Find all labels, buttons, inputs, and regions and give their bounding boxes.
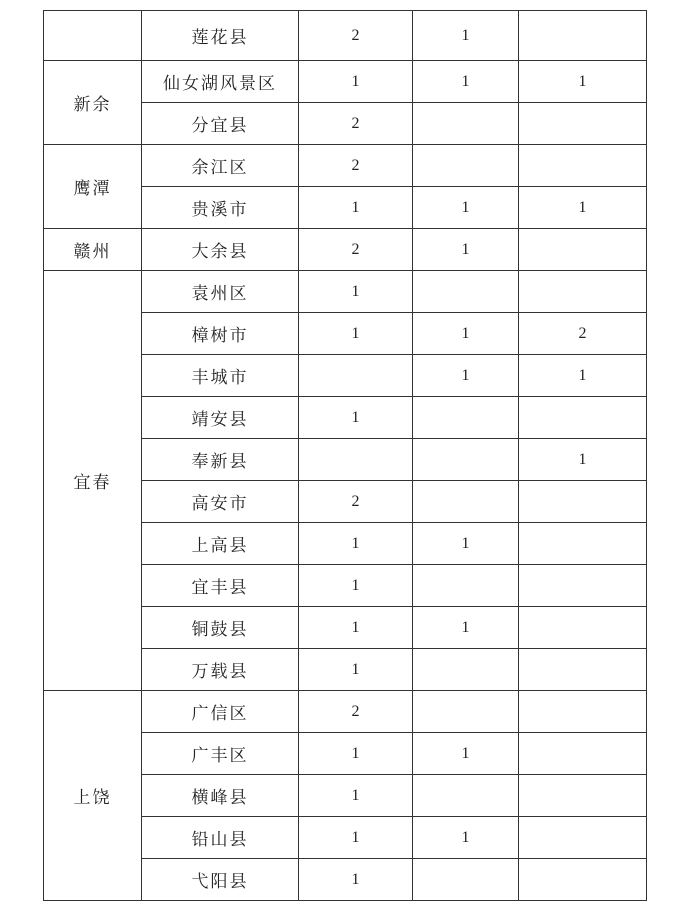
count-cell-c: 1: [519, 61, 647, 103]
count-cell-a: 1: [299, 523, 413, 565]
county-cell: 莲花县: [142, 11, 299, 61]
count-cell-c: 1: [519, 355, 647, 397]
count-cell-a: 1: [299, 859, 413, 901]
count-cell-b: [413, 397, 519, 439]
county-cell: 丰城市: [142, 355, 299, 397]
count-cell-b: 1: [413, 11, 519, 61]
county-cell: 袁州区: [142, 271, 299, 313]
table-row: [44, 145, 647, 187]
count-cell-a: 1: [299, 607, 413, 649]
city-cell: [44, 11, 142, 61]
count-cell-c: [519, 733, 647, 775]
county-cell: 铜鼓县: [142, 607, 299, 649]
count-cell-c: [519, 271, 647, 313]
county-cell: 上高县: [142, 523, 299, 565]
count-cell-b: 1: [413, 817, 519, 859]
count-cell-c: [519, 691, 647, 733]
county-cell: 铅山县: [142, 817, 299, 859]
count-cell-b: [413, 145, 519, 187]
count-cell-a: [299, 439, 413, 481]
count-cell-a: 1: [299, 313, 413, 355]
count-cell-a: 1: [299, 817, 413, 859]
count-cell-b: 1: [413, 523, 519, 565]
count-cell-c: [519, 607, 647, 649]
count-cell-b: [413, 649, 519, 691]
table-row: [44, 271, 647, 313]
count-cell-b: 1: [413, 229, 519, 271]
count-cell-a: 1: [299, 733, 413, 775]
count-cell-a: 2: [299, 229, 413, 271]
county-cell: 奉新县: [142, 439, 299, 481]
county-cell: 靖安县: [142, 397, 299, 439]
county-cell: 大余县: [142, 229, 299, 271]
count-cell-c: 2: [519, 313, 647, 355]
county-cell: 仙女湖风景区: [142, 61, 299, 103]
table-row: [44, 229, 647, 271]
count-cell-b: [413, 103, 519, 145]
count-cell-c: [519, 523, 647, 565]
count-cell-c: [519, 859, 647, 901]
county-cell: 贵溪市: [142, 187, 299, 229]
count-cell-a: [299, 355, 413, 397]
county-cell: 横峰县: [142, 775, 299, 817]
count-cell-b: 1: [413, 313, 519, 355]
city-cell: 赣州: [44, 229, 142, 271]
count-cell-c: [519, 565, 647, 607]
count-cell-a: 2: [299, 145, 413, 187]
count-cell-a: 1: [299, 565, 413, 607]
count-cell-a: 2: [299, 103, 413, 145]
county-cell: 宜丰县: [142, 565, 299, 607]
count-cell-c: [519, 481, 647, 523]
count-cell-a: 1: [299, 397, 413, 439]
count-cell-c: [519, 649, 647, 691]
count-cell-c: 1: [519, 439, 647, 481]
count-cell-b: [413, 439, 519, 481]
city-cell: 上饶: [44, 691, 142, 901]
count-cell-a: 1: [299, 61, 413, 103]
count-cell-b: 1: [413, 733, 519, 775]
county-cell: 余江区: [142, 145, 299, 187]
count-cell-c: [519, 817, 647, 859]
count-cell-b: 1: [413, 607, 519, 649]
count-cell-b: 1: [413, 61, 519, 103]
count-cell-a: 1: [299, 271, 413, 313]
table-body: [44, 11, 647, 901]
allocation-table: [43, 10, 647, 901]
city-cell: 宜春: [44, 271, 142, 691]
count-cell-b: [413, 271, 519, 313]
county-cell: 樟树市: [142, 313, 299, 355]
count-cell-a: 2: [299, 481, 413, 523]
county-cell: 弋阳县: [142, 859, 299, 901]
table-row: [44, 61, 647, 103]
count-cell-b: 1: [413, 355, 519, 397]
count-cell-b: 1: [413, 187, 519, 229]
count-cell-b: [413, 859, 519, 901]
city-cell: 新余: [44, 61, 142, 145]
city-cell: 鹰潭: [44, 145, 142, 229]
count-cell-c: 1: [519, 187, 647, 229]
table-row: [44, 11, 647, 61]
county-cell: 广信区: [142, 691, 299, 733]
county-cell: 万载县: [142, 649, 299, 691]
table-row: [44, 691, 647, 733]
count-cell-c: [519, 775, 647, 817]
count-cell-b: [413, 691, 519, 733]
county-cell: 分宜县: [142, 103, 299, 145]
count-cell-b: [413, 481, 519, 523]
count-cell-c: [519, 103, 647, 145]
count-cell-a: 2: [299, 691, 413, 733]
county-cell: 广丰区: [142, 733, 299, 775]
count-cell-b: [413, 565, 519, 607]
county-cell: 高安市: [142, 481, 299, 523]
count-cell-c: [519, 229, 647, 271]
count-cell-a: 1: [299, 775, 413, 817]
count-cell-c: [519, 145, 647, 187]
count-cell-a: 2: [299, 11, 413, 61]
count-cell-a: 1: [299, 649, 413, 691]
count-cell-c: [519, 11, 647, 61]
count-cell-a: 1: [299, 187, 413, 229]
count-cell-c: [519, 397, 647, 439]
count-cell-b: [413, 775, 519, 817]
